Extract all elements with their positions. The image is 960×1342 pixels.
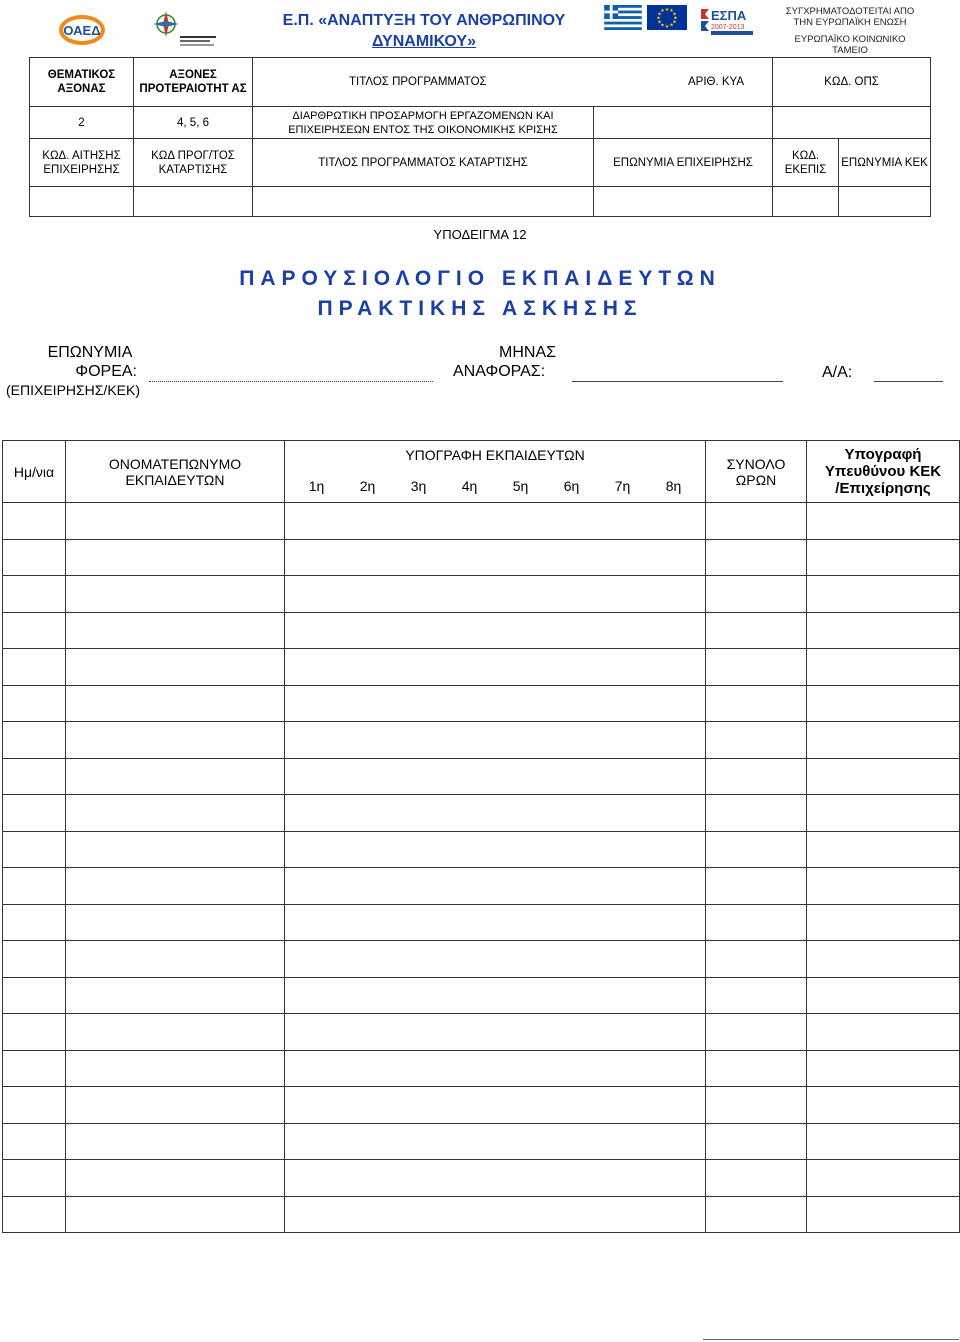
trainer-name-cell[interactable]	[66, 503, 285, 540]
trainer-name-cell[interactable]	[66, 1123, 285, 1160]
table-row	[3, 795, 960, 832]
date-cell[interactable]	[3, 685, 66, 722]
total-hours-header	[706, 441, 807, 503]
total-hours-cell[interactable]	[706, 1050, 807, 1087]
month-input-line[interactable]	[572, 381, 783, 382]
trainer-signature-cell[interactable]	[285, 758, 706, 795]
date-cell[interactable]	[3, 1196, 66, 1233]
table-row	[3, 758, 960, 795]
hour-label: 6η	[563, 477, 580, 494]
date-cell[interactable]	[3, 941, 66, 978]
table-row	[3, 1160, 960, 1197]
responsible-signature-cell[interactable]	[807, 831, 960, 868]
total-hours-cell[interactable]	[706, 722, 807, 759]
svg-text:★: ★	[673, 15, 678, 22]
svg-text:2007-2013: 2007-2013	[711, 24, 745, 31]
date-cell[interactable]	[3, 539, 66, 576]
eu-flag-icon	[647, 5, 687, 30]
trainer-name-cell[interactable]	[66, 868, 285, 905]
trainer-signature-cell[interactable]	[285, 831, 706, 868]
trainer-name-cell[interactable]	[66, 977, 285, 1014]
date-header: Ημ/νια	[3, 441, 66, 503]
svg-text:★: ★	[669, 22, 674, 29]
oaed-logo-icon	[58, 14, 106, 46]
total-hours-cell[interactable]	[706, 868, 807, 905]
entity-label-line2: ΦΟΡΕΑ:	[75, 363, 137, 380]
table-row	[3, 649, 960, 686]
program-title-line2: ΔΥΝΑΜΙΚΟΥ»	[372, 33, 476, 50]
month-label-line1: ΜΗΝΑΣ	[499, 344, 556, 361]
kya-value	[594, 107, 773, 139]
responsible-signature-line3: /Επιχείρησης	[835, 480, 931, 497]
responsible-signature-cell[interactable]	[807, 868, 960, 905]
date-cell[interactable]	[3, 904, 66, 941]
table-row	[3, 1087, 960, 1124]
responsible-signature-cell[interactable]	[807, 1087, 960, 1124]
date-cell[interactable]	[3, 758, 66, 795]
responsible-signature-line2: Υπευθύνου ΚΕΚ	[824, 463, 942, 480]
program-title-header	[253, 58, 773, 107]
ops-code-header: ΚΩΔ. ΟΠΣ	[773, 58, 931, 107]
trainer-name-cell[interactable]	[66, 539, 285, 576]
trainer-name-cell[interactable]	[66, 831, 285, 868]
date-cell[interactable]	[3, 868, 66, 905]
responsible-signature-cell[interactable]	[807, 612, 960, 649]
svg-text:★: ★	[656, 15, 661, 22]
kek-name-value[interactable]	[839, 187, 931, 217]
responsible-signature-cell[interactable]	[807, 576, 960, 613]
responsible-signature-cell[interactable]	[807, 1123, 960, 1160]
footer-rule	[703, 1339, 959, 1340]
ops-value	[773, 107, 931, 139]
responsible-signature-cell[interactable]	[807, 722, 960, 759]
date-cell[interactable]	[3, 795, 66, 832]
table-row	[3, 904, 960, 941]
hour-label: 3η	[410, 477, 427, 494]
total-hours-cell[interactable]	[706, 649, 807, 686]
trainer-signature-cell[interactable]	[285, 868, 706, 905]
trainer-name-cell[interactable]	[66, 649, 285, 686]
table-row	[3, 503, 960, 540]
compass-logo-icon	[148, 8, 218, 52]
thematic-axis-value: 2	[30, 107, 134, 139]
svg-text:★: ★	[672, 11, 677, 18]
table-row	[3, 1014, 960, 1051]
trainer-name-cell[interactable]	[66, 1087, 285, 1124]
month-label	[440, 343, 620, 381]
oaed-logo-text: ΟΑΕΔ	[63, 23, 101, 38]
trainer-signature-cell[interactable]	[285, 1050, 706, 1087]
responsible-signature-cell[interactable]	[807, 1014, 960, 1051]
responsible-signature-cell[interactable]	[807, 941, 960, 978]
table-row	[3, 868, 960, 905]
document-title	[0, 264, 960, 324]
kya-label: ΑΡΙΘ. ΚΥΑ	[687, 76, 745, 88]
trainer-name-header-line2: ΕΚΠΑΙΔΕΥΤΩΝ	[125, 471, 225, 488]
svg-text:★: ★	[664, 24, 670, 30]
table-row	[3, 1050, 960, 1087]
attendance-table	[2, 440, 960, 1233]
trainer-signature-title: ΥΠΟΓΡΑΦΗ ΕΚΠΑΙΔΕΥΤΩΝ	[405, 447, 585, 463]
responsible-signature-line1: Υπογραφή	[844, 446, 922, 463]
hour-label: 1η	[308, 477, 325, 494]
entity-label-line1: ΕΠΩΝΥΜΙΑ	[47, 344, 133, 361]
trainer-name-cell[interactable]	[66, 758, 285, 795]
serial-label: Α/Α:	[822, 364, 853, 381]
total-hours-cell[interactable]	[706, 758, 807, 795]
total-hours-cell[interactable]	[706, 576, 807, 613]
responsible-signature-cell[interactable]	[807, 977, 960, 1014]
table-row	[3, 1196, 960, 1233]
trainer-name-cell[interactable]	[66, 1196, 285, 1233]
hour-label: 2η	[359, 477, 376, 494]
attendance-header-row	[3, 441, 960, 503]
priority-axes-header: ΑΞΟΝΕΣ ΠΡΟΤΕΡΑΙΟΤΗΤ ΑΣ	[134, 58, 253, 107]
total-hours-cell[interactable]	[706, 1160, 807, 1197]
svg-text:★: ★	[669, 8, 674, 15]
trainer-name-cell[interactable]	[66, 1160, 285, 1197]
responsible-signature-cell[interactable]	[807, 1160, 960, 1197]
serial-input-line[interactable]	[874, 381, 943, 382]
total-hours-cell[interactable]	[706, 1014, 807, 1051]
total-hours-cell[interactable]	[706, 1196, 807, 1233]
ekepis-code-header: ΚΩΔ. ΕΚΕΠΙΣ	[773, 139, 839, 187]
table-row	[3, 576, 960, 613]
program-title-label: ΤΙΤΛΟΣ ΠΡΟΓΡΑΜΜΑΤΟΣ	[349, 76, 487, 88]
trainer-name-cell[interactable]	[66, 685, 285, 722]
date-cell[interactable]	[3, 1123, 66, 1160]
hour-labels	[285, 469, 705, 502]
svg-text:★: ★	[664, 7, 670, 13]
hour-label: 7η	[614, 477, 631, 494]
application-code-header: ΚΩΔ. ΑΙΤΗΣΗΣ ΕΠΙΧΕΙΡΗΣΗΣ	[30, 139, 134, 187]
total-hours-header-line2: ΩΡΩΝ	[735, 471, 777, 488]
month-label-line2: ΑΝΑΦΟΡΑΣ:	[453, 363, 546, 380]
date-cell[interactable]	[3, 649, 66, 686]
table-row	[3, 831, 960, 868]
trainer-signature-cell[interactable]	[285, 649, 706, 686]
trainer-signature-cell[interactable]	[285, 722, 706, 759]
trainer-signature-cell[interactable]	[285, 685, 706, 722]
application-code-value[interactable]	[30, 187, 134, 217]
svg-text:★: ★	[657, 11, 662, 18]
table-row	[3, 1123, 960, 1160]
responsible-signature-cell[interactable]	[807, 758, 960, 795]
responsible-signature-cell[interactable]	[807, 1196, 960, 1233]
cofunding-note	[780, 6, 920, 56]
training-title-value[interactable]	[253, 187, 594, 217]
trainer-signature-cell[interactable]	[285, 612, 706, 649]
date-cell[interactable]	[3, 977, 66, 1014]
date-cell[interactable]	[3, 1160, 66, 1197]
date-cell[interactable]	[3, 1050, 66, 1087]
responsible-signature-cell[interactable]	[807, 539, 960, 576]
company-name-header: ΕΠΩΝΥΜΙΑ ΕΠΙΧΕΙΡΗΣΗΣ	[594, 139, 773, 187]
total-hours-cell[interactable]	[706, 977, 807, 1014]
hour-label: 5η	[512, 477, 529, 494]
total-hours-cell[interactable]	[706, 795, 807, 832]
svg-text:★: ★	[660, 8, 665, 15]
date-cell[interactable]	[3, 576, 66, 613]
training-code-header: ΚΩΔ ΠΡΟΓ/ΤΟΣ ΚΑΤΑΡΤΙΣΗΣ	[134, 139, 253, 187]
trainer-signature-cell[interactable]	[285, 795, 706, 832]
total-hours-cell[interactable]	[706, 941, 807, 978]
document-title-line2: ΠΡΑΚΤΙΚΗΣ ΑΣΚΗΣΗΣ	[317, 297, 643, 320]
greek-flag-icon	[603, 5, 643, 30]
program-title-value: ΔΙΑΡΘΡΩΤΙΚΗ ΠΡΟΣΑΡΜΟΓΗ ΕΡΓΑΖΟΜΕΝΩΝ ΚΑΙ ΕΠΙΧΕΙΡΗΣΕΩΝ ΕΝΤΟΣ ΤΗΣ ΟΙΚΟΝΟΜΙΚΗΣ ΚΡΙΣΗΣ	[253, 107, 594, 139]
trainer-name-cell[interactable]	[66, 722, 285, 759]
responsible-signature-cell[interactable]	[807, 685, 960, 722]
kek-name-header: ΕΠΩΝΥΜΙΑ ΚΕΚ	[839, 139, 931, 187]
program-title-line1: Ε.Π. «ΑΝΑΠΤΥΞΗ ΤΟΥ ΑΝΘΡΩΠΙΝΟΥ	[282, 12, 566, 29]
table-row	[3, 539, 960, 576]
date-cell[interactable]	[3, 503, 66, 540]
trainer-signature-cell[interactable]	[285, 1014, 706, 1051]
total-hours-cell[interactable]	[706, 539, 807, 576]
trainer-signature-cell[interactable]	[285, 904, 706, 941]
thematic-axis-header: ΘΕΜΑΤΙΚΟΣ ΑΞΟΝΑΣ	[30, 58, 134, 107]
training-code-value[interactable]	[134, 187, 253, 217]
table-row	[3, 612, 960, 649]
trainer-name-cell[interactable]	[66, 1050, 285, 1087]
trainer-name-header	[66, 441, 285, 503]
svg-text:ΕΣΠΑ: ΕΣΠΑ	[711, 8, 747, 23]
trainer-name-cell[interactable]	[66, 1014, 285, 1051]
entity-label-line3: (ΕΠΙΧΕΙΡΗΣΗΣ/ΚΕΚ)	[6, 382, 140, 398]
training-title-header: ΤΙΤΛΟΣ ΠΡΟΓΡΑΜΜΑΤΟΣ ΚΑΤΑΡΤΙΣΗΣ	[253, 139, 594, 187]
trainer-signature-cell[interactable]	[285, 503, 706, 540]
trainer-name-cell[interactable]	[66, 941, 285, 978]
total-hours-cell[interactable]	[706, 685, 807, 722]
trainer-name-cell[interactable]	[66, 795, 285, 832]
svg-text:★: ★	[672, 19, 677, 26]
program-title	[268, 10, 580, 52]
total-hours-cell[interactable]	[706, 612, 807, 649]
trainer-name-cell[interactable]	[66, 904, 285, 941]
trainer-signature-cell[interactable]	[285, 1087, 706, 1124]
trainer-name-header-line1: ΟΝΟΜΑΤΕΠΩΝΥΜΟ	[108, 455, 242, 472]
hour-label: 4η	[461, 477, 478, 494]
table-row	[3, 941, 960, 978]
entity-label	[0, 343, 180, 400]
trainer-name-cell[interactable]	[66, 576, 285, 613]
svg-text:★: ★	[657, 19, 662, 26]
responsible-signature-cell[interactable]	[807, 904, 960, 941]
total-hours-cell[interactable]	[706, 503, 807, 540]
cofund-line1: ΣΥΓΧΡΗΜΑΤΟΔΟΤΕΙΤΑΙ ΑΠΟ	[785, 6, 915, 17]
espa-logo-icon	[699, 5, 755, 37]
trainer-signature-cell[interactable]	[285, 1160, 706, 1197]
responsible-signature-header	[807, 441, 960, 503]
svg-text:★: ★	[660, 22, 665, 29]
responsible-signature-cell[interactable]	[807, 1050, 960, 1087]
company-name-value[interactable]	[594, 187, 773, 217]
cofund-line3: ΕΥΡΩΠΑΪΚΟ ΚΟΙΝΩΝΙΚΟ	[794, 34, 906, 45]
cofund-line2: ΤΗΝ ΕΥΡΩΠΑΪΚΗ ΕΝΩΣΗ	[793, 17, 907, 28]
entity-input-line[interactable]	[149, 381, 433, 382]
table-row	[3, 722, 960, 759]
sample-label: ΥΠΟΔΕΙΓΜΑ 12	[433, 227, 527, 242]
table-row	[3, 685, 960, 722]
document-title-line1: ΠΑΡΟΥΣΙΟΛΟΓΙΟ ΕΚΠΑΙΔΕΥΤΩΝ	[239, 267, 721, 290]
responsible-signature-cell[interactable]	[807, 503, 960, 540]
trainer-signature-cell[interactable]	[285, 539, 706, 576]
trainer-signature-cell[interactable]	[285, 1123, 706, 1160]
responsible-signature-cell[interactable]	[807, 649, 960, 686]
date-cell[interactable]	[3, 831, 66, 868]
ekepis-code-value[interactable]	[773, 187, 839, 217]
cofund-line4: ΤΑΜΕΙΟ	[832, 45, 868, 56]
hour-label: 8η	[665, 477, 682, 494]
trainer-name-cell[interactable]	[66, 612, 285, 649]
trainer-signature-cell[interactable]	[285, 1196, 706, 1233]
date-cell[interactable]	[3, 722, 66, 759]
date-cell[interactable]	[3, 612, 66, 649]
total-hours-header-line1: ΣΥΝΟΛΟ	[726, 455, 786, 472]
trainer-signature-header	[285, 441, 706, 503]
total-hours-cell[interactable]	[706, 1123, 807, 1160]
date-cell[interactable]	[3, 1014, 66, 1051]
total-hours-cell[interactable]	[706, 831, 807, 868]
total-hours-cell[interactable]	[706, 904, 807, 941]
trainer-signature-cell[interactable]	[285, 977, 706, 1014]
total-hours-cell[interactable]	[706, 1087, 807, 1124]
table-row	[3, 977, 960, 1014]
program-info-table	[29, 57, 931, 217]
priority-axes-value: 4, 5, 6	[134, 107, 253, 139]
trainer-signature-cell[interactable]	[285, 576, 706, 613]
trainer-signature-cell[interactable]	[285, 941, 706, 978]
responsible-signature-cell[interactable]	[807, 795, 960, 832]
date-cell[interactable]	[3, 1087, 66, 1124]
